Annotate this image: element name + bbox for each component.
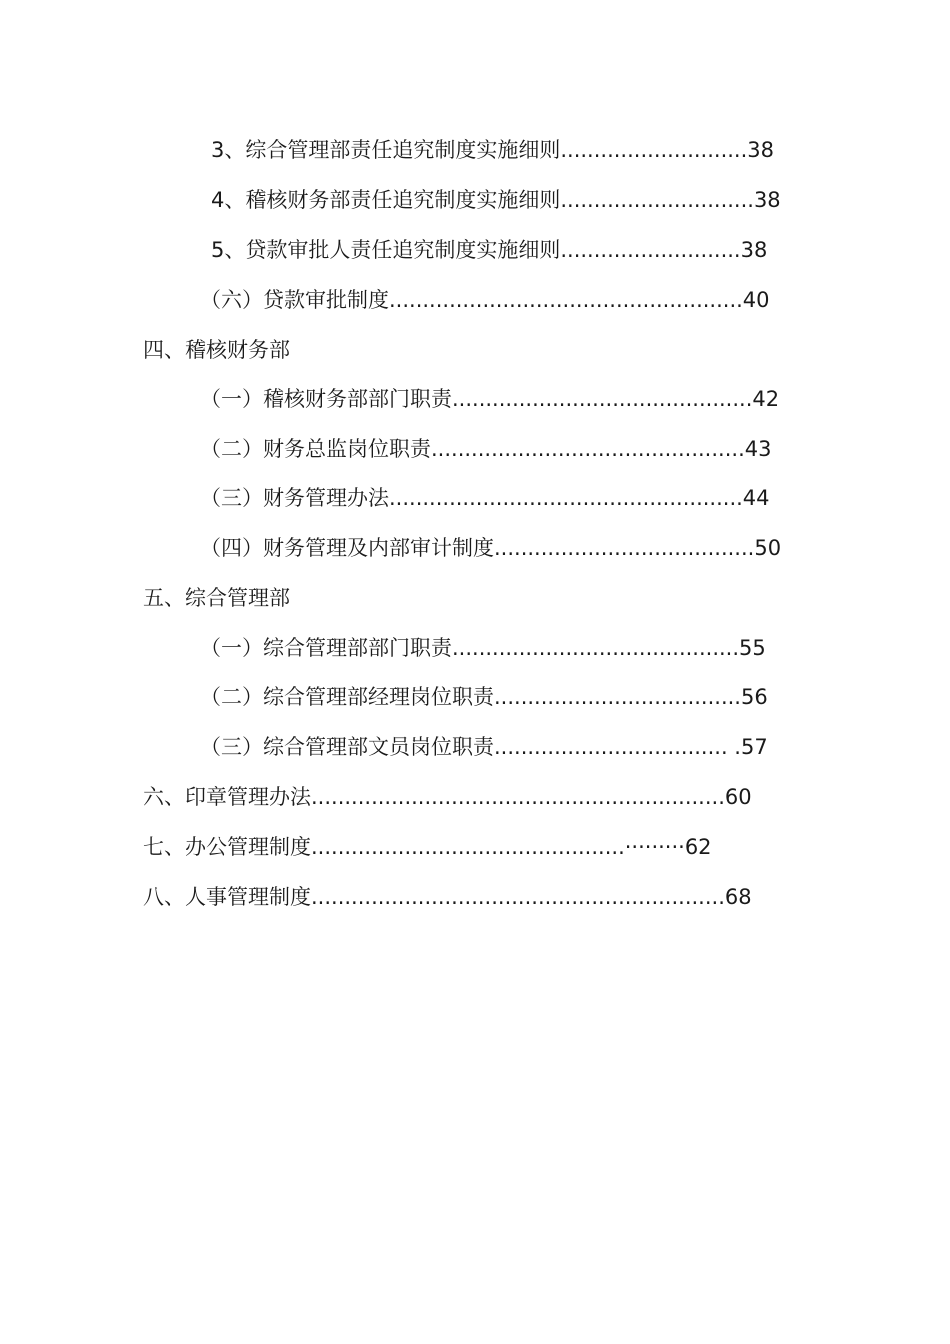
toc-entry[interactable]: （一）稽核财务部部门职责.............................................42 xyxy=(200,387,780,411)
toc-section-heading[interactable]: 五、综合管理部 xyxy=(143,586,290,610)
toc-section-heading[interactable]: 七、办公管理制度...............................................·········62 xyxy=(143,835,712,859)
toc-section-heading[interactable]: 八、人事管理制度..............................................................68 xyxy=(143,885,752,909)
toc-section-heading[interactable]: 六、印章管理办法..............................................................60 xyxy=(143,785,752,809)
toc-section-heading[interactable]: 四、稽核财务部 xyxy=(143,338,290,362)
toc-entry[interactable]: （四）财务管理及内部审计制度.......................................50 xyxy=(200,536,782,560)
toc-entry[interactable]: 4、稽核财务部责任追究制度实施细则.............................38 xyxy=(211,188,781,212)
toc-entry[interactable]: （二）综合管理部经理岗位职责.....................................56 xyxy=(200,685,768,709)
toc-entry[interactable]: 3、综合管理部责任追究制度实施细则............................38 xyxy=(211,138,774,162)
toc-entry[interactable]: （三）综合管理部文员岗位职责................................... .57 xyxy=(200,735,768,759)
toc-entry[interactable]: （三）财务管理办法.....................................................44 xyxy=(200,486,770,510)
toc-entry[interactable]: （六）贷款审批制度.....................................................40 xyxy=(200,288,770,312)
toc-entry[interactable]: （一）综合管理部部门职责...........................................55 xyxy=(200,636,766,660)
toc-entry[interactable]: 5、贷款审批人责任追究制度实施细则...........................38 xyxy=(211,238,768,262)
toc-entry[interactable]: （二）财务总监岗位职责...............................................43 xyxy=(200,437,772,461)
